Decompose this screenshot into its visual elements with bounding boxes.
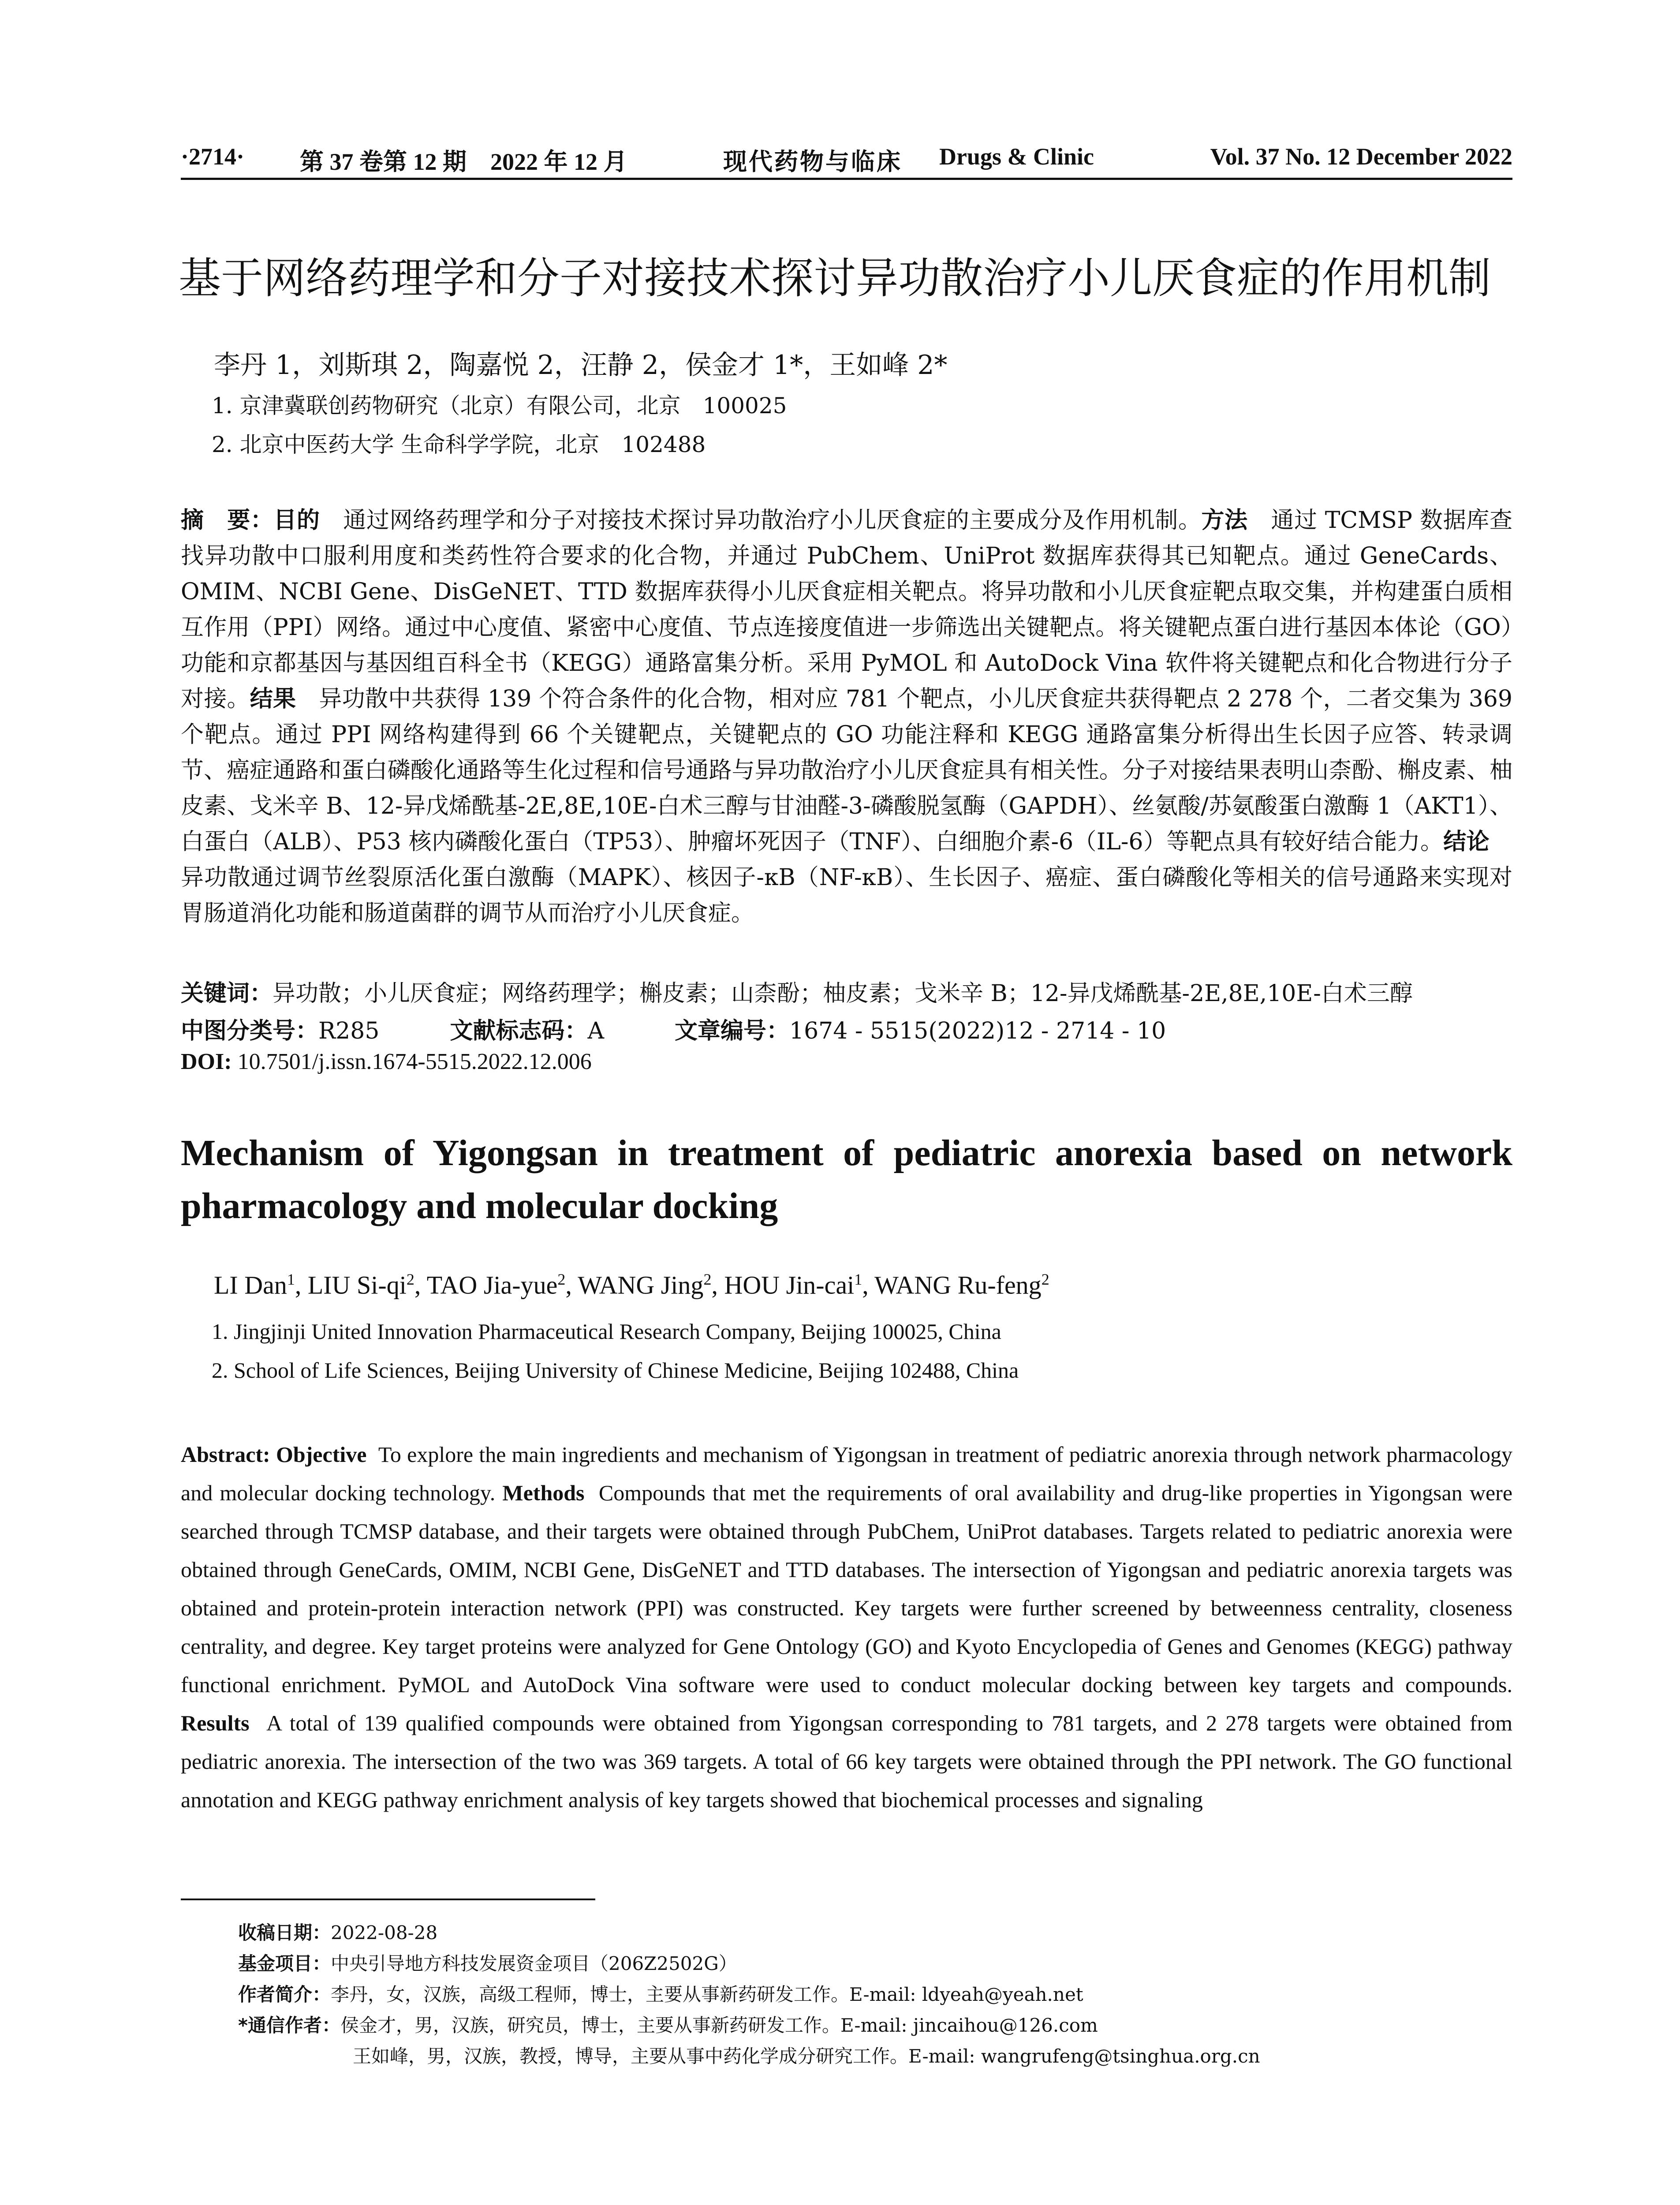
doc-code-label: 文献标志码： [450,1018,588,1044]
clc-label: 中图分类号： [181,1018,319,1044]
abstract-cn [181,503,1512,931]
doi-line [181,1049,592,1075]
received-label: 收稿日期： [238,1922,331,1943]
article-number-label: 文章编号： [675,1018,790,1044]
footnote-corresponding-2: 王如峰，男，汉族，教授，博导，主要从事中药化学成分研究工作。E-mail: wangrufeng@tsinghua.org.cn [353,2045,1260,2067]
affiliation-cn-2: 2. 北京中医药大学 生命科学学院，北京 102488 [212,432,706,457]
doi-value[interactable]: 10.7501/j.issn.1674-5515.2022.12.006 [231,1049,592,1074]
abstract-cn-label: 摘 要： [181,507,274,534]
journal-name-cn: 现代药物与临床 [723,149,902,175]
results-cn-label: 结果 [250,686,296,712]
doi-label: DOI: [181,1049,232,1074]
footnote-received [238,1918,437,1945]
authors-en: LI Dan$^1$, LIU $Si-qi^2$, TAO Jia-yue$^2$, WANG Jing$^2$, HOU Jin-cai$^1$, WANG Ru-feng$^2$ [214,1271,1049,1300]
conclusion-cn-label: 结论 [1443,829,1490,855]
keywords-cn-text: 异功散；小儿厌食症；网络药理学；槲皮素；山柰酚；柚皮素；戈米辛 B；12-异戊烯酰基-2E,8E,10E-白术三醇 [273,980,1413,1007]
classification-line [181,1012,1166,1045]
affiliation-cn-1: 1. 京津冀联创药物研究（北京）有限公司，北京 100025 [212,393,787,419]
authors-cn: 李丹 1，刘斯琪 2，陶嘉悦 2，汪静 2，侯金才 1*，王如峰 2* [214,350,948,381]
running-header [181,140,1512,180]
received-date: 2022-08-28 [331,1922,438,1943]
abstract-en [181,1435,1512,1819]
footnote-corresponding [238,2011,1098,2037]
title-cn: 基于网络药理学和分子对接技术探讨异功散治疗小儿厌食症的作用机制 [179,254,1491,303]
results-en-label: Results [181,1711,250,1735]
footnote-rule [181,1899,595,1900]
article-number-value: 1674 - 5515(2022)12 - 2714 - 10 [789,1018,1166,1044]
author-en-name: WANG Jing [578,1271,704,1300]
doc-code-value: A [587,1018,604,1044]
issue-cn: 第 37 卷第 12 期 2022 年 12 月 [300,149,627,175]
title-en: Mechanism of Yigongsan in treatment of pediatric anorexia based on network pharmacology and molecular docking [181,1132,1512,1226]
header-rule [181,178,1512,180]
author-en-sup: 2 [406,1271,414,1288]
footnote-author-bio [238,1980,1083,2007]
conclusion-cn-text: 异功散通过调节丝裂原活化蛋白激酶（MAPK）、核因子-κB（NF-κB）、生长因子、癌症、蛋白磷酸化等相关的信号通路来实现对胃肠道消化功能和肠道菌群的调节从而治疗小儿厌食症。 [181,829,1512,927]
fund-text: 中央引导地方科技发展资金项目（206Z2502G） [331,1953,737,1974]
author-en-name: WANG Ru-feng [874,1271,1042,1300]
author-en-name: HOU Jin-cai [724,1271,855,1300]
author-en-sup: 2 [703,1271,712,1288]
objective-cn-text: 通过网络药理学和分子对接技术探讨异功散治疗小儿厌食症的主要成分及作用机制。 [320,507,1202,534]
author-en-name: LIU Si-qi [307,1271,407,1300]
author-en-sup: 1 [287,1271,295,1288]
methods-en-text: Compounds that met the requirements of oral availability and drug-like properties in Yigongsan were searched through TCMSP database, and their targets were obtained through PubChem, UniProt databases. Targets related to pediatric anorexia were obtained through GeneCards, OMIM, NCBI Gene, DisGeNET and TTD databases. The intersection of Yigongsan and pediatric anorexia targets was obtained and protein-protein interaction network (PPI) was constructed. Key targets were further screened by betweenness centrality, closeness centrality, and degree. Key target proteins were analyzed for Gene Ontology (GO) and Kyoto Encyclopedia of Genes and Genomes (KEGG) pathway functional enrichment. PyMOL and AutoDock Vina software were used to conduct molecular docking between key targets and compounds. [181,1480,1513,1697]
results-cn-text: 异功散中共获得 139 个符合条件的化合物，相对应 781 个靶点，小儿厌食症共获得靶点 2 278 个，二者交集为 369 个靶点。通过 PPI 网络构建得到 66 个关键靶点，关键靶点的 GO 功能注释和 KEGG 通路富集分析得出生长因子应答、转录调节、癌症通路和蛋白磷酸化通路等生化过程和信号通路与异功散治疗小儿厌食症具有相关性。分子对接结果表明山柰酚、槲皮素、柚皮素、戈米辛 B、12-异戊烯酰基-2E,8E,10E-白术三醇与甘油醛-3-磷酸脱氢酶（GAPDH）、丝氨酸/苏氨酸蛋白激酶 1（AKT1）、白蛋白（ALB）、P53 核内磷酸化蛋白（TP53）、肿瘤坏死因子（TNF）、白细胞介素-6（IL-6）等靶点具有较好结合能力。 [181,686,1512,855]
bio-text: 李丹，女，汉族，高级工程师，博士，主要从事新药研发工作。E-mail: ldyeah@yeah.net [331,1984,1083,2005]
issue-en: Vol. 37 No. 12 December 2022 [1210,143,1512,170]
author-en-name: LI Dan [214,1271,287,1300]
methods-cn-label: 方法 [1201,507,1248,534]
author-en-sup: 2 [1041,1271,1049,1288]
journal-name-en: Drugs & Clinic [939,143,1094,170]
methods-en-label: Methods [502,1480,585,1505]
objective-en-label: Objective [276,1442,367,1467]
author-en-name: TAO Jia-yue [426,1271,558,1300]
objective-en-text: To explore the main ingredients and mechanism of Yigongsan in treatment of pediatric anorexia through network pharmacology and molecular docking technology. [181,1442,1513,1505]
abstract-en-label: Abstract: [181,1442,270,1467]
fund-label: 基金项目： [238,1953,331,1974]
author-en-sup: 2 [557,1271,566,1288]
bio-label: 作者简介： [238,1984,331,2005]
footnote-fund [238,1949,737,1976]
keywords-cn [181,975,1413,1008]
corr-label: *通信作者： [238,2014,340,2036]
keywords-cn-label: 关键词： [181,980,273,1007]
author-en-sup: 1 [854,1271,862,1288]
objective-cn-label: 目的 [273,507,320,534]
affiliation-en-2: 2. School of Life Sciences, Beijing University of Chinese Medicine, Beijing 102488, China [212,1358,1019,1383]
page-number: ·2714· [181,143,245,170]
clc-value: R285 [318,1018,380,1044]
results-en-text: A total of 139 qualified compounds were obtained from Yigongsan corresponding to 781 targets, and 2 278 targets were obtained from pediatric anorexia. The intersection of the two was 369 targets. A total of 66 key targets were obtained through the PPI network. The GO functional annotation and KEGG pathway enrichment analysis of key targets showed that biochemical processes and signaling [181,1711,1513,1812]
corr-text-1: 侯金才，男，汉族，研究员，博士，主要从事新药研发工作。E-mail: jincaihou@126.com [340,2014,1098,2036]
affiliation-en-1: 1. Jingjinji United Innovation Pharmaceutical Research Company, Beijing 100025, China [212,1319,1001,1344]
methods-cn-text: 通过 TCMSP 数据库查找异功散中口服利用度和类药性符合要求的化合物，并通过 PubChem、UniProt 数据库获得其已知靶点。通过 GeneCards、OMIM、NCBI Gene、DisGeNET、TTD 数据库获得小儿厌食症相关靶点。将异功散和小儿厌食症靶点取交集，并构建蛋白质相互作用（PPI）网络。通过中心度值、紧密中心度值、节点连接度值进一步筛选出关键靶点。将关键靶点蛋白进行基因本体论（GO）功能和京都基因与基因组百科全书（KEGG）通路富集分析。采用 PyMOL 和 AutoDock Vina 软件将关键靶点和化合物进行分子对接。 [181,507,1512,712]
